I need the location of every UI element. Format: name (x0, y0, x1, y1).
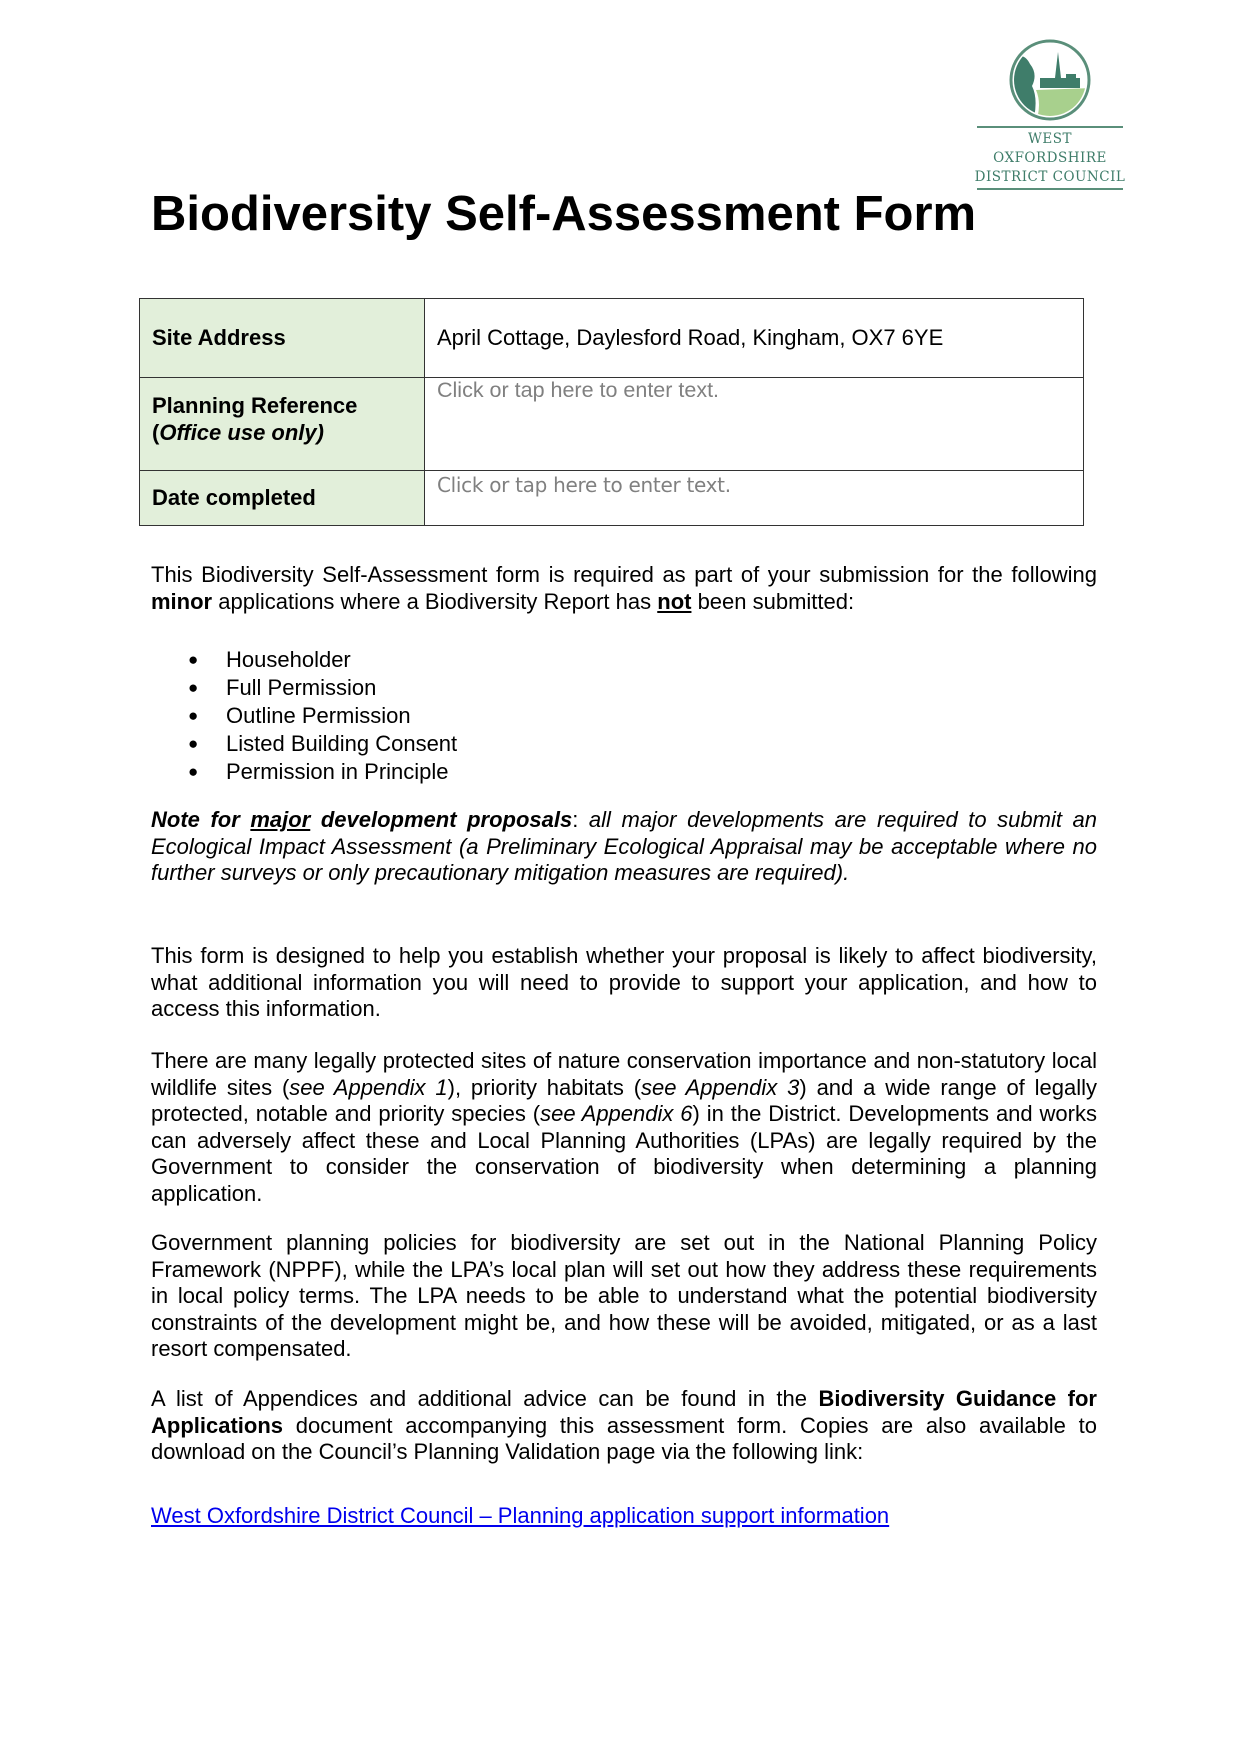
site-address-field[interactable]: April Cottage, Daylesford Road, Kingham, OX7 6YE (425, 299, 1084, 378)
logo-divider-bottom (977, 188, 1123, 190)
table-row-site-address (140, 299, 1084, 378)
planning-reference-label (140, 378, 425, 471)
council-emblem-icon (1008, 38, 1092, 122)
major-emphasis: major (250, 807, 311, 832)
appendix-1-ref: see Appendix 1 (289, 1074, 448, 1100)
application-types-list (151, 646, 457, 786)
note-body: all major developments are required to submit an Ecological Impact Assessment (a Preliminary Ecological Appraisal may be acceptable where no further surveys or only precautionary mitigation measures are required). (151, 807, 1097, 885)
p3-text-d: ) in the District. Developments and works can adversely affect these and Local Planning Authorities (LPAs) are legally required by the Government to consider the conservation of biodiversity when determining a planning application. (151, 1101, 1097, 1206)
guidance-document-title: Biodiversity Guidance for Applications (151, 1386, 1097, 1438)
note-colon: : (572, 807, 579, 832)
logo-divider (977, 126, 1123, 128)
p5-text-b: document accompanying this assessment form. Copies are also available to download on the Council’s Planning Validation page via the following link: (151, 1412, 1097, 1464)
site-info-table (139, 298, 1084, 526)
intro-text-b: applications where a Biodiversity Report has (212, 588, 658, 614)
planning-reference-label-text: Planning Reference (152, 393, 358, 418)
paren-open: ( (152, 420, 160, 445)
intro-text-c: been submitted: (691, 588, 855, 614)
list-item-label: Full Permission (226, 675, 377, 700)
logo-text-line1: WEST OXFORDSHIRE (993, 131, 1107, 166)
not-emphasis: not (657, 588, 692, 614)
appendices-paragraph (151, 1386, 1097, 1466)
list-item-label: Listed Building Consent (226, 731, 458, 756)
date-completed-placeholder[interactable]: Click or tap here to enter text. (437, 473, 731, 497)
bullet-icon: ● (188, 734, 199, 753)
page-title: Biodiversity Self-Assessment Form (151, 187, 977, 241)
note-heading-a: Note for (151, 807, 251, 832)
planning-reference-placeholder[interactable]: Click or tap here to enter text. (437, 378, 720, 402)
p3-text-b: ), priority habitats ( (447, 1074, 642, 1100)
list-item (151, 646, 457, 674)
table-row-planning-reference (140, 378, 1084, 471)
p3-text-c: ) and a wide range of legally protected, notable and priority species ( (151, 1074, 1098, 1126)
list-item-label: Outline Permission (226, 703, 411, 728)
list-item (151, 702, 457, 730)
list-item (151, 758, 457, 786)
bullet-icon: ● (188, 706, 199, 725)
planning-policy-paragraph: Government planning policies for biodiversity are set out in the National Planning Policy Framework (NPPF), while the LPA’s local plan will set out how they address these requirements in local policy terms. The LPA needs to be able to understand what the potential biodiversity constraints of the development might be, and how these will be avoided, mitigated, or as a last resort compensated. (151, 1230, 1097, 1361)
bullet-icon: ● (188, 678, 199, 697)
minor-emphasis: minor (151, 588, 213, 614)
date-completed-label: Date completed (140, 471, 425, 526)
logo-text-line2: DISTRICT COUNCIL (974, 169, 1126, 185)
bullet-icon: ● (188, 650, 199, 669)
council-logo (972, 38, 1128, 185)
list-item-label: Householder (226, 647, 351, 672)
appendix-6-ref: see Appendix 6 (540, 1101, 693, 1126)
list-item (151, 730, 457, 758)
planning-support-link[interactable]: West Oxfordshire District Council – Planning application support information (151, 1503, 890, 1528)
site-address-label: Site Address (140, 299, 425, 378)
note-heading-b: development proposals (310, 807, 573, 832)
planning-reference-field[interactable] (425, 378, 1084, 471)
list-item-label: Permission in Principle (226, 759, 449, 784)
office-use-only-note: Office use only) (159, 420, 324, 445)
date-completed-field[interactable] (425, 471, 1084, 526)
list-item (151, 674, 457, 702)
major-development-note (151, 807, 1097, 887)
intro-paragraph (151, 562, 1097, 615)
bullet-icon: ● (188, 762, 199, 781)
purpose-paragraph: This form is designed to help you establish whether your proposal is likely to affect biodiversity, what additional information you will need to provide to support your application, and how to access this information. (151, 943, 1097, 1021)
protected-sites-paragraph (151, 1048, 1097, 1207)
p5-text-a: A list of Appendices and additional advice can be found in the (151, 1386, 819, 1411)
p3-text-a: There are many legally protected sites of nature conservation importance and non-statutory local wildlife sites ( (151, 1048, 1097, 1100)
intro-text-a: This Biodiversity Self-Assessment form is required as part of your submission for the following (151, 562, 1097, 587)
table-row-date-completed (140, 471, 1084, 526)
appendix-3-ref: see Appendix 3 (641, 1074, 800, 1100)
